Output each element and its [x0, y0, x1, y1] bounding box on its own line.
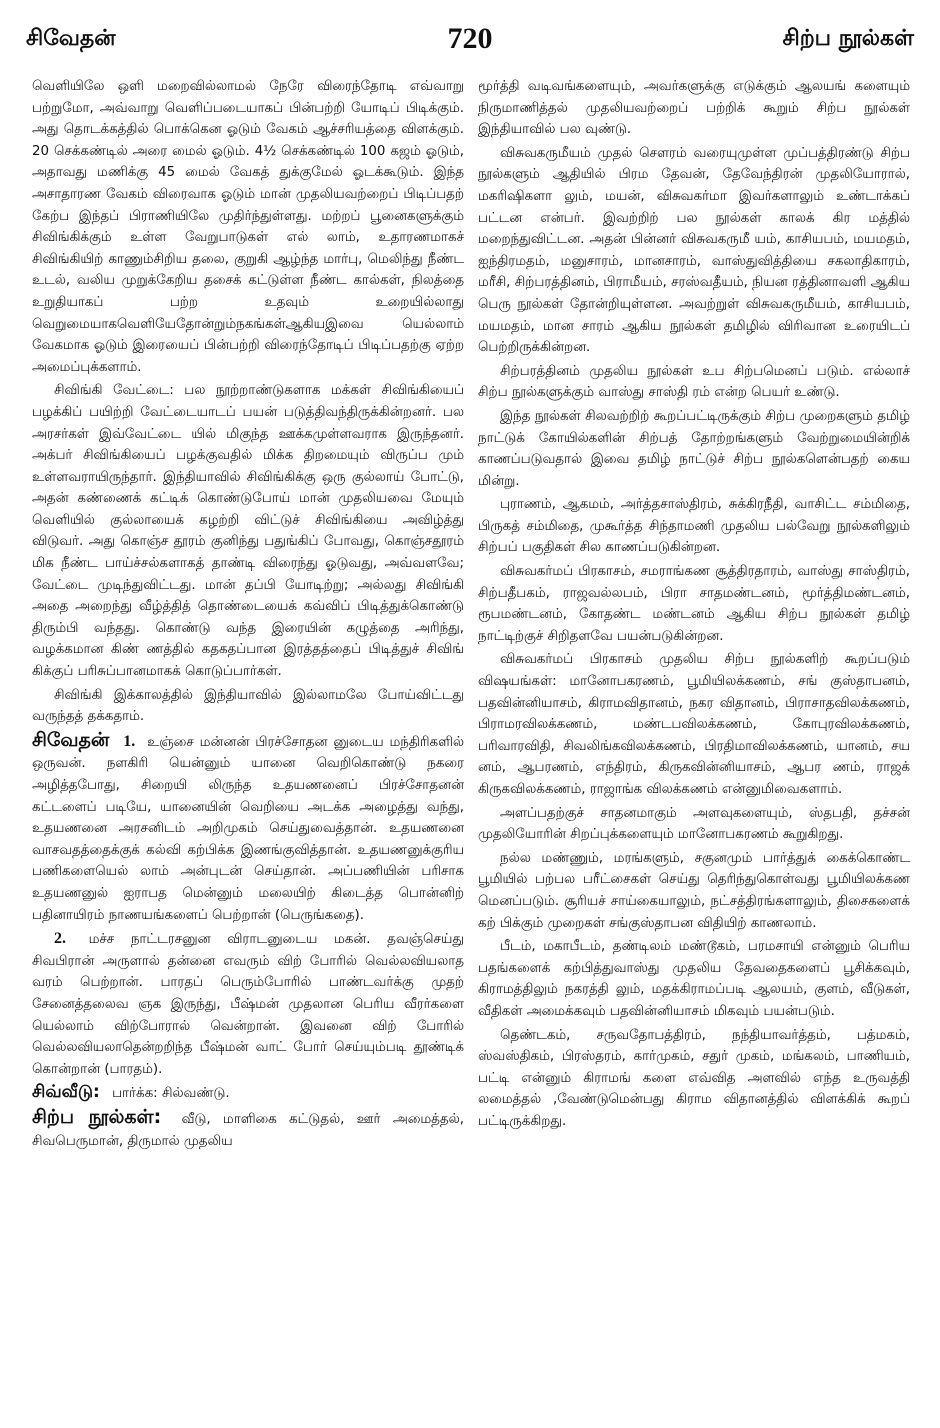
running-head-left: சிவேதன்: [26, 26, 116, 51]
paragraph: இந்த நூல்கள் சிலவற்றிற் கூறப்பட்டிருக்கும் சிற்ப முறைகளும் தமிழ் நாட்டுக் கோயில்களின் சிற்பத் தோற்றங்களும் வேற்றுமையின்றிக் காணப்படுவதால் இவை தமிழ் நாட்டுச் சிற்ப நூல்களென்பதற் கைய மின்று.: [478, 408, 910, 489]
page-number: 720: [447, 22, 493, 55]
paragraph: சிற்பரத்தினம் முதலிய நூல்கள் உப சிற்பமெனப் படும். எல்லாச் சிற்ப நூல்களுக்கும் வாஸ்து சாஸ்தி ரம் என்ற பெயர் உண்டு.: [478, 363, 910, 401]
paragraph: நல்ல மண்ணும், மரங்களும், சகுனமும் பார்த்துக் கைக்கொண்ட பூமியில் பற்பல பரீட்சைகள் செய்து தெரிந்துகொள்வது பூமியிலக்கண மெனப்படும். சூரியச் சாய்கையாலும், நட்சத்திரங்களாலும், திசைகளைக் கற் பிக்கும் முறைகள் சங்குஸ்தாபன விதியிற் காணலாம்.: [478, 850, 910, 931]
paragraph: பீடம், மகாபீடம், தண்டிலம் மண்டூகம், பரமசாயி என்னும் பெரிய பதங்களைக் கற்பித்துவாஸ்து முதலிய தேவதைகளைப் பூசிக்கவும், கிராமத்திலும் நகரத்தி லும், மதக்கிராமப்படி ஆலயம், குளம், வீடுகள், வீதிகள் அமைக்கவும் பதவின்னியாசம் மிகவும் பயன்படும்.: [478, 939, 910, 1019]
paragraph: விசுவகருமீயம் முதல் சௌரம் வரையுமுள்ள முப்பத்திரண்டு சிற்ப நூல்களும் ஆதியில் பிரம தேவன், தேவேந்திரன் முதலியோரால், மகரிஷிகளா லும், மயன், விசுவகர்மா இவர்களாலும் உண்டாக்கப் பட்டன என்பர். இவற்றிற் பல நூல்கள் காலக் கிர மத்தில் மறைந்துவிட்டன. அதன் பின்னர் விசுவகருமீ யம், காசியபம், மயமதம், ஐந்திரமதம், மனுசாரம், மானசாரம், வாஸ்துவித்தியை சகலாதிகாரம், மரீசி, சிற்பரத்தினம், பிராமீயம், சரஸ்வதீயம், நியன ரத்தினாவளி ஆகிய பெரு நூல்கள் தோன்றியுள்ளன. அவற்றுள் விசுவகருமீயம், காசியபம், மயமதம், மான சாரம் ஆகிய நூல்கள் தமிழில் விரிவான உரையிடப் பெற்றிருக்கின்றன.: [478, 145, 910, 356]
paragraph: மூர்த்தி வடிவங்களையும், அவர்களுக்கு எடுக்கும் ஆலயங் களையும் நிருமாணித்தல் முதலியவற்றைப் பற்றிக் கூறும் சிற்ப நூல்கள் இந்தியாவில் பல வுண்டு.: [478, 79, 910, 138]
paragraph: விசுவகர்மப் பிரகாசம், சமராங்கண சூத்திரதாரம், வாஸ்து சாஸ்திரம், சிற்பதீபகம், ராஜவல்லபம், பிரா சாதமண்டனம், மூர்த்திமண்டனம், ரூபமண்டனம், கோதண்ட மண்டனம் ஆகிய சிற்ப நூல்கள் தமிழ் நாட்டிற்குச் சிறிதளவே பயன்படுகின்றன.: [478, 564, 910, 644]
page-header: [26, 22, 914, 62]
running-head-right: சிற்ப நூல்கள்: [782, 26, 914, 51]
sense-number: 1.: [123, 732, 136, 750]
right-column: [478, 76, 910, 1416]
entry-headword: சிவ்வீடு:: [32, 1082, 100, 1103]
entry-sirpa-noolgal: [32, 1107, 464, 1152]
left-column: [32, 76, 464, 1416]
entry-text: மச்ச நாட்டரசனுன விராடனுடைய மகன். தவஞ்செய்து சிவபிரான் அருளால் தன்னை எவரும் விற் போரில் வெல்லவியலாத வரம் பெற்றான். பாரதப் பெரும்போரில் பாண்டவர்க்கு முதற் சேனைத்தலைவ ஞக இருந்து, பீஷ்மன் முதலான பெரிய வீரர்களை யெல்லாம் விற்போரால் வென்றான். இவனை விற் போரில் வெல்லவியலாதென்றறிந்த பீஷ்மன் வாட் போர் செய்யும்படி தூண்டிக் கொன்றான் (பாரதம்).: [32, 932, 464, 1077]
entry-headword: சிற்ப நூல்கள்:: [32, 1105, 162, 1128]
paragraph: வெளியிலே ஒளி மறைவில்லாமல் நேரே விரைந்தோடி எவ்வாறு பற்றுமோ, அவ்வாறு வெளிப்படையாகப் பின்பற்றி யோடிப் பிடிக்கும். அது தொடக்கத்தில் பொக்கென ஓடும் வேகம் ஆச்சரியத்தை விளக்கும். 20 செக்கண்டில் அரை மைல் ஓடும். 4½ செக்கண்டில் 100 கஜம் ஓடும், அதாவது மணிக்கு 45 மைல் வேகத் துக்குமேல் ஓடக்கூடும். இந்த அசாதாரண வேகம் விரைவாக ஓடும் மான் முதலியவற்றைப் பிடிப்பதற் கேற்ப இந்தப் பிராணியிலே முதிர்ந்துள்ளது. மற்றப் பூனைகளுக்கும் சிவிங்கிக்கும் உள்ள வேறுபாடுகள் எல் லாம், உதாரணமாகச் சிவிங்கியிற் காணும்சிறிய தலை, குறுகி ஆழ்ந்த மார்பு, மெலிந்து நீண்ட உடல், வலிய முறுக்கேறிய தசைக் கட்டுள்ள நீண்ட கால்கள், நிலத்தை உறுதியாகப் பற்ற உதவும் உறையில்லாது வெறுமையாகவெளியேதோன்றும்நகங்கள்ஆகியஇவை யெல்லாம் வேகமாக ஓடும் இரையைப் பின்பற்றி விரைந்தோடிப் பிடிப்பதற்கு ஏற்ற அமைப்புக்களாம்.: [32, 79, 464, 375]
entry-sivveedu: [32, 1082, 464, 1105]
paragraph: அளப்பதற்குச் சாதனமாகும் அளவுகளையும், ஸ்தபதி, தச்சன் முதலியோரின் சிறப்புக்களையும் மானோபகரணம் கூறுகிறது.: [478, 805, 910, 843]
paragraph: தெண்டகம், சருவதோபத்திரம், நந்தியாவர்த்தம், பத்மகம், ஸ்வஸ்திகம், பிரஸ்தரம், கார்முகம், சதுர் முகம், மங்கலம், பாணியம், பட்டி என்னும் கிராமங் களை எவ்வித அளவில் எந்த உருவத்தி லமைத்தல் ,வேண்டுமென்பது கிராம விதானத்தில் விளக்கிக் கூறப் பட்டிருக்கிறது.: [478, 1027, 910, 1129]
paragraph: சிவிங்கி வேட்டை: பல நூற்றாண்டுகளாக மக்கள் சிவிங்கியைப் பழக்கிப் பயிற்றி வேட்டையாடப் பயன் படுத்திவந்திருக்கின்றனர். பல அரசர்கள் இவ்வேட்டை யில் மிகுந்த ஊக்கமுள்ளவராக இருந்தனர். அக்பர் சிவிங்கியைப் பழக்குவதில் மிக்க திறமையும் விருப்ப மும் உள்ளவராயிருந்தார். இந்தியாவில் சிவிங்கிக்கு ஒரு குல்லாய் போட்டு, அதன் கண்ணைக் கட்டிக் கொண்டுபோய் மான் முதலியவை மேயும் வெளியில் குல்லாயைக் கழற்றி விட்டுச் சிவிங்கியை அவிழ்த்து விடுவர். அது கொஞ்ச தூரம் குனிந்து பதுங்கிப் போவது, கொஞ்சதூரம் மிக நீண்ட பாய்ச்சல்களாகத் தாண்டி விரைந்து ஓடுவது, அவ்வளவே; வேட்டை முடிந்துவிட்டது. மான் தப்பி யோடிற்று; அல்லது சிவிங்கி அதை அறைந்து வீழ்த்தித் தொண்டையைக் கவ்விப் பிடித்துக்கொண்டு திரும்பி வந்தது. கொண்டு வந்த இரையின் கழுத்தை அரிந்து, வழக்கமான கிண் ணத்தில் கதகதப்பான இரத்தத்தைப் பிடித்துச் சிவிங் கிக்குப் பரிசுப்பானமாகக் கொடுப்பார்கள்.: [32, 383, 464, 680]
entry-sivethan-2: [32, 928, 464, 1080]
entry-headword: சிவேதன்: [32, 728, 110, 751]
paragraph: சிவிங்கி இக்காலத்தில் இந்தியாவில் இல்லாமலே போய்விட்டது வருந்தத் தக்கதாம்.: [32, 687, 464, 725]
entry-text: வீடு, மாளிகை கட்டுதல், ஊர் அமைத்தல், சிவபெருமான், திருமால் முதலிய: [32, 1111, 464, 1149]
paragraph: புராணம், ஆகமம், அர்த்தசாஸ்திரம், சுக்கிரநீதி, வாசிட்ட சம்மிதை, பிருகத் சம்மிதை, முகூர்த்த சிந்தாமணி முதலிய பல்வேறு நூல்களிலும் சிற்பப் பகுதிகள் சில காணப்படுகின்றன.: [478, 497, 910, 556]
entry-text: பார்க்க: சில்வண்டு.: [112, 1086, 230, 1102]
entry-sivethan-1: [32, 730, 464, 926]
entry-text: உஞ்சை மன்னன் பிரச்சோதன னுடைய மந்திரிகளில் ஒருவன். நளகிரி யென்னும் யானை வெறிகொண்டு நகரை அழித்தபோது, சிறையி லிருந்த உதயணனைப் பிரச்சோதனன் கட்டளைப் படியே, யானையின் வெறியை அடக்க அழைத்து வந்து, உதயணனை அரசனிடம் அறிமுகம் செய்துவைத்தான். உதயணனை வாசவதத்தைக்குக் கல்வி கற்பிக்க இணங்குவித்தான். உதயணனுக்குரிய பணிகளையெல் லாம் அன்புடன் செய்தான். அப்பணியின் பரிசாக உதயணனுல் ஐராபத மென்னும் மலையிற் கிடைத்த பொன்னிற் பதினாயிரம் நாணயங்களைப் பெற்றான் (பெருங்கதை).: [32, 734, 464, 923]
paragraph: விசுவகர்மப் பிரகாசம் முதலிய சிற்ப நூல்களிற் கூறப்படும் விஷயங்கள்: மானோபகரணம், பூமியிலக்கணம், சங் குஸ்தாபனம், பதவின்னியாசம், கிராமவிதானம், நகர விதானம், பிராசாதவிலக்கணம், பிராமரவிலக்கணம், மண்டபவிலக்கணம், கோபுரவிலக்கணம், பரிவாரவிதி, சிவலிங்கவிலக்கணம், பிரதிமாவிலக்கணம், யானம், சய னம், ஆபரணம், எந்திரம், கிருகவின்னியாசம், ஆபர ணம், ராஜக் கிருகவிலக்கணம், ராஜாங்க விலக்கணம் என்னுமிவைகளாம்.: [478, 652, 910, 797]
sense-number: 2.: [54, 930, 66, 948]
